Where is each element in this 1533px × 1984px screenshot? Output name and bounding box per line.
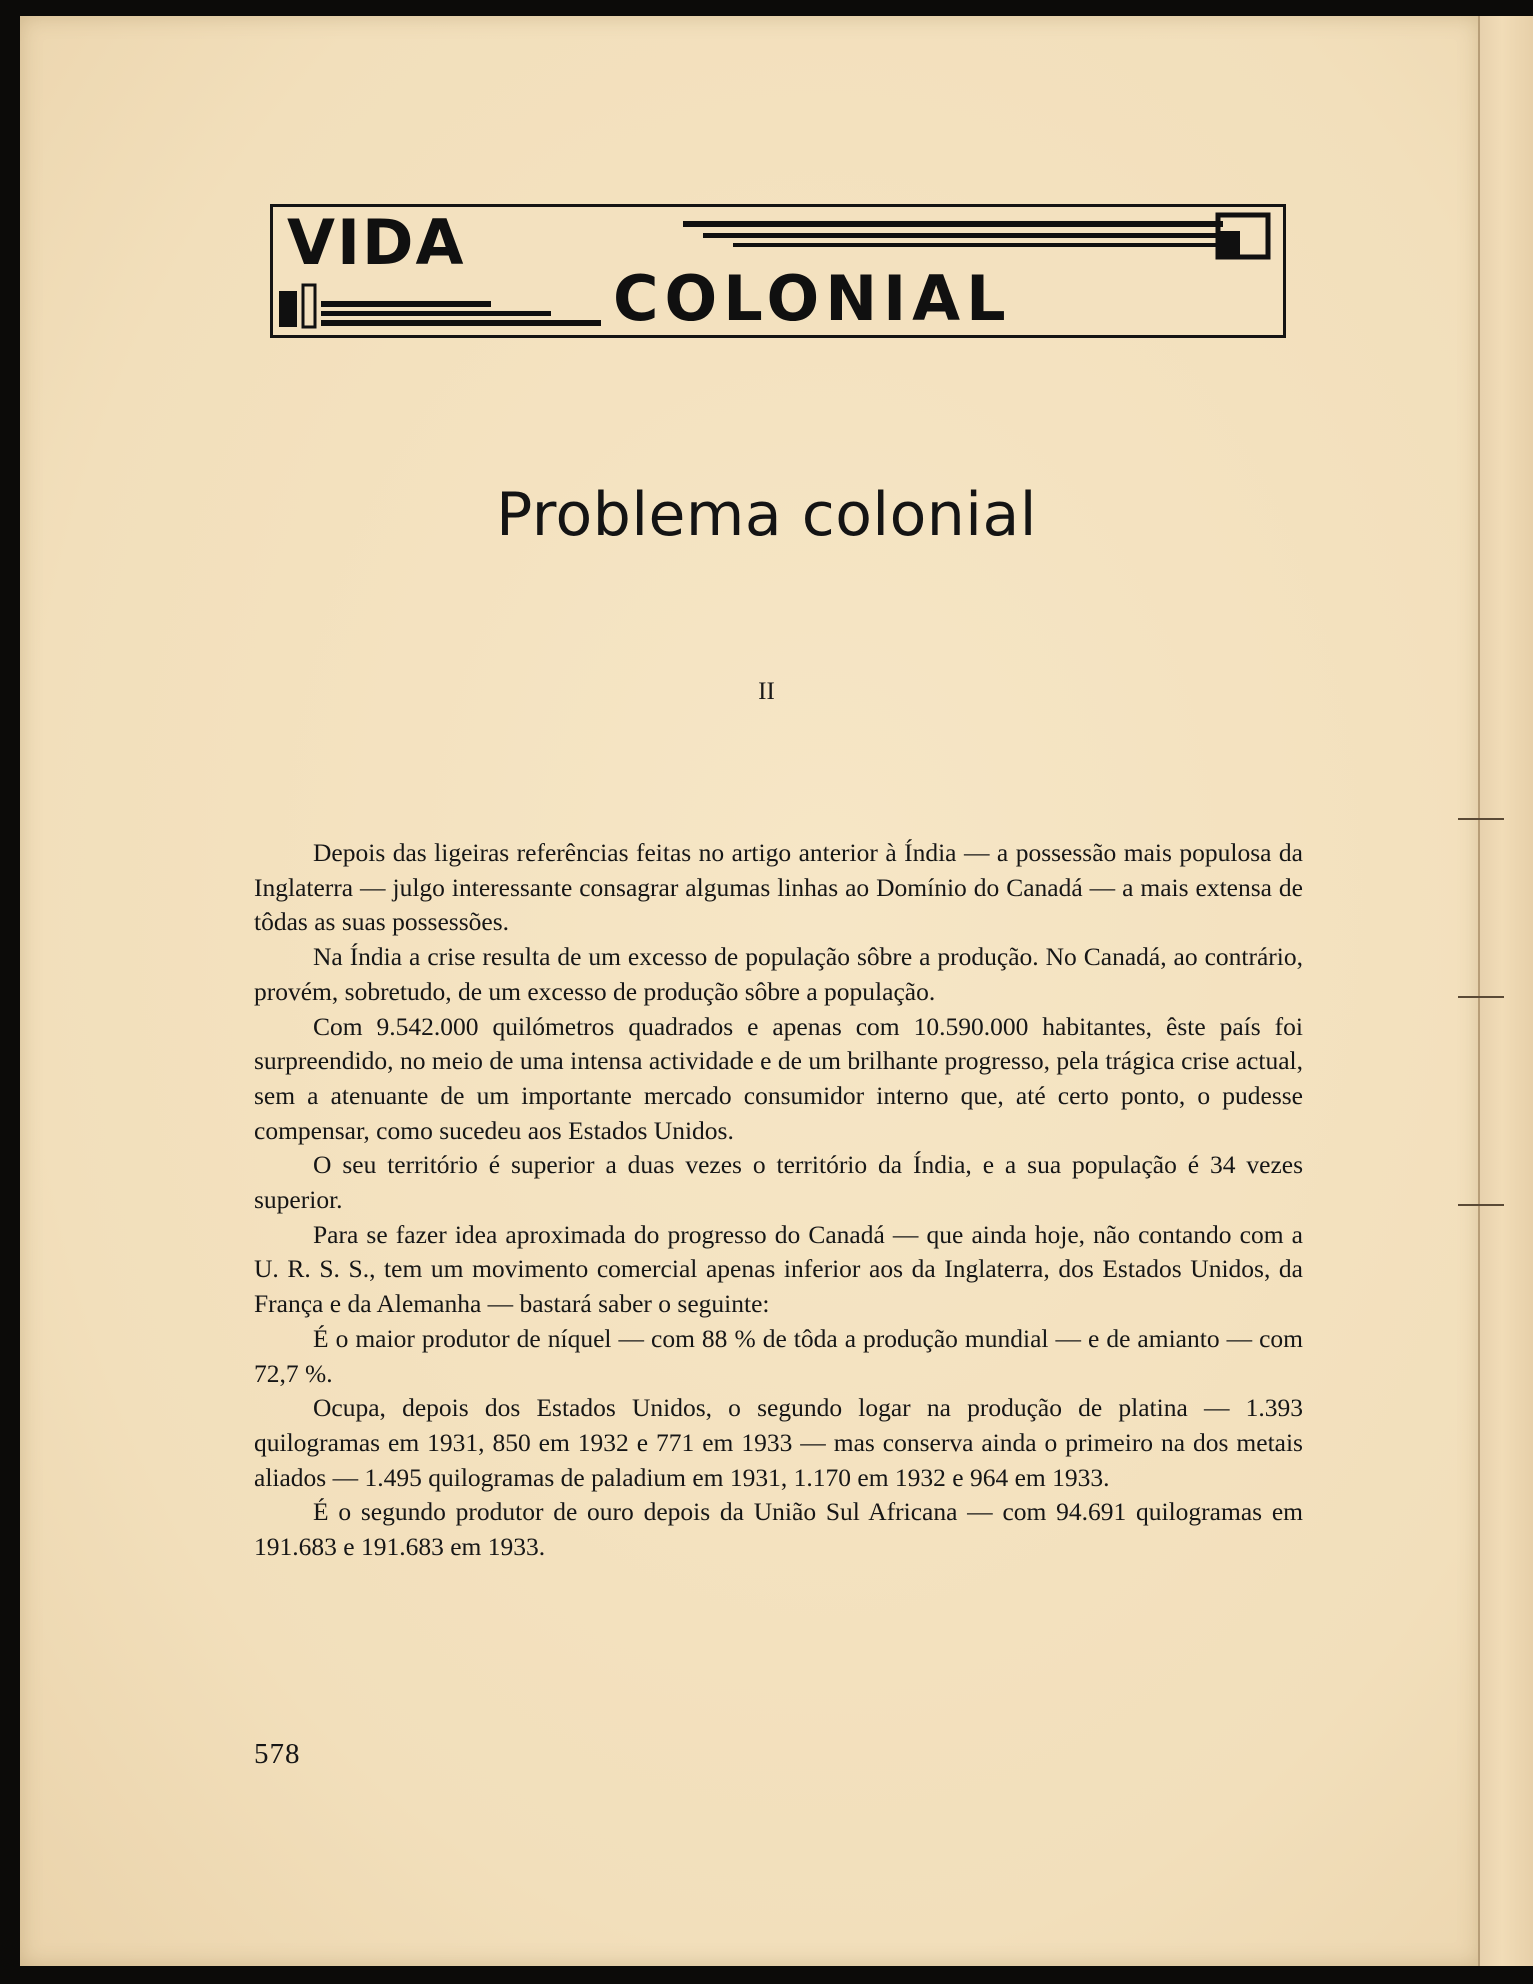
- paragraph: Para se fazer idea aproximada do progresso do Canadá — que ainda hoje, não contando com a U. R. S. S., tem um movimento comercial apenas inferior aos da Inglaterra, dos Estados Unidos, da França e da Alemanha — bastará saber o seguinte:: [254, 1219, 1303, 1319]
- paragraph: Ocupa, depois dos Estados Unidos, o segundo logar na produção de platina — 1.393 quilogramas em 1931, 850 em 1932 e 771 em 1933 — mas conserva ainda o primeiro na dos metais aliados — 1.495 quilogramas de paladium em 1931, 1.170 em 1932 e 964 em 1933.: [254, 1393, 1303, 1492]
- page-number: 578: [254, 1738, 301, 1770]
- banner-word-vida: VIDA: [287, 206, 466, 279]
- paragraph: Depois das ligeiras referências feitas no artigo anterior à Índia — a possessão mais populosa da Inglaterra — julgo interessante consagrar algumas linhas ao Domínio do Canadá — a mais extensa de tôdas as suas possessões.: [254, 838, 1303, 937]
- paragraph: É o segundo produtor de ouro depois da União Sul Africana — com 94.691 quilogramas em 191.683 e 191.683 em 1933.: [254, 1497, 1303, 1562]
- section-banner: [270, 204, 1286, 338]
- page-edge-mark: [1458, 996, 1504, 998]
- next-page-edge: [1478, 16, 1533, 1966]
- page-edge-mark: [1458, 818, 1504, 820]
- paragraph: É o maior produtor de níquel — com 88 % de tôda a produção mundial — e de amianto — com 72,7 %.: [254, 1323, 1303, 1388]
- article-title: Problema colonial: [496, 480, 1037, 550]
- paragraph: Na Índia a crise resulta de um excesso de população sôbre a produção. No Canadá, ao contrário, provém, sobretudo, de um excesso de produção sôbre a população.: [254, 942, 1303, 1006]
- article-body: [254, 836, 1303, 1565]
- banner-word-colonial: COLONIAL: [613, 262, 1012, 335]
- section-number: II: [758, 678, 775, 705]
- paragraph: Com 9.542.000 quilómetros quadrados e apenas com 10.590.000 habitantes, êste país foi surpreendido, no meio de uma intensa actividade e de um brilhante progresso, pela trágica crise actual, sem a atenuante de um importante mercado consumidor interno que, até certo ponto, o pudesse compensar, como sucedeu aos Estados Unidos.: [254, 1011, 1303, 1145]
- paragraph: O seu território é superior a duas vezes o território da Índia, e a sua população é 34 vezes superior.: [254, 1150, 1303, 1215]
- page-edge-mark: [1458, 1204, 1504, 1206]
